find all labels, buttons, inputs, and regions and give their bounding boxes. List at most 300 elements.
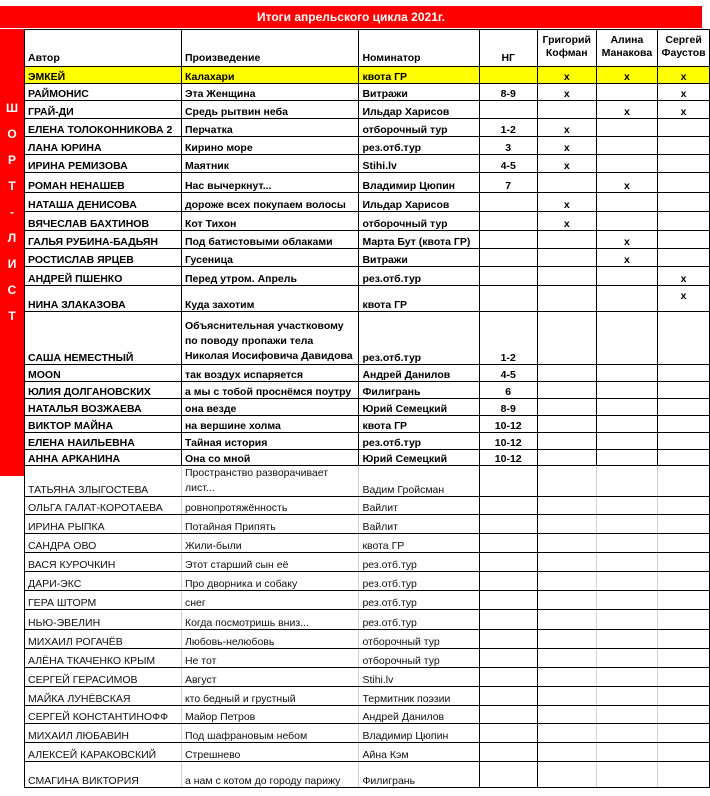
short-list-row (25, 101, 710, 119)
ng-cell: 6 (479, 382, 537, 399)
long-list-row (25, 687, 710, 706)
judge-mark-cell (658, 668, 710, 687)
judge-mark-cell (596, 572, 658, 591)
author-cell: МАЙКА ЛУНЁВСКАЯ (25, 687, 182, 706)
judge-mark-cell (596, 399, 658, 416)
short-list-row (25, 231, 710, 249)
author-cell: ВЯЧЕСЛАВ БАХТИНОВ (25, 212, 182, 231)
judge-mark-cell (658, 687, 710, 706)
ng-cell: 4-5 (479, 155, 537, 173)
judge-mark-cell (537, 267, 596, 286)
work-cell: Про дворника и собаку (181, 572, 358, 591)
long-list-row (25, 762, 710, 788)
ng-cell (479, 534, 537, 553)
author-cell: МИХАИЛ ЛЮБАВИН (25, 724, 182, 743)
judge-mark-cell (537, 450, 596, 466)
author-cell: ИРИНА РЕМИЗОВА (25, 155, 182, 173)
long-list-row (25, 497, 710, 515)
nominator-cell: рез.отб.тур (359, 591, 479, 610)
nominator-cell: квота ГР (359, 286, 479, 312)
ng-cell (479, 212, 537, 231)
work-cell: Жили-были (181, 534, 358, 553)
ng-cell (479, 572, 537, 591)
side-letter: С (7, 283, 17, 297)
ng-cell (479, 515, 537, 534)
ng-cell: 3 (479, 137, 537, 155)
author-cell: ЕЛЕНА НАИЛЬЕВНА (25, 433, 182, 450)
judge-mark-cell (596, 706, 658, 724)
judge-mark-cell (537, 553, 596, 572)
work-cell: Этот старший сын её (181, 553, 358, 572)
work-cell: Когда посмотришь вниз... (181, 610, 358, 630)
nominator-cell: Витражи (359, 249, 479, 267)
judge-mark-cell (658, 534, 710, 553)
work-cell: Перчатка (181, 119, 358, 137)
short-list-row (25, 212, 710, 231)
judge-mark-cell (658, 365, 710, 382)
judge-mark-cell: x (658, 267, 710, 286)
nominator-cell: рез.отб.тур (359, 572, 479, 591)
nominator-cell: отборочный тур (359, 649, 479, 668)
judge-mark-cell (596, 433, 658, 450)
nominator-cell: рез.отб.тур (359, 137, 479, 155)
nominator-cell: Термитник поэзии (359, 687, 479, 706)
author-cell: РОМАН НЕНАШЕВ (25, 173, 182, 193)
judge-mark-cell (658, 399, 710, 416)
judge-mark-cell: x (596, 173, 658, 193)
author-cell: РОСТИСЛАВ ЯРЦЕВ (25, 249, 182, 267)
header-work: Произведение (181, 30, 358, 67)
judge-mark-cell (658, 119, 710, 137)
work-cell: Перед утром. Апрель (181, 267, 358, 286)
author-cell: РАЙМОНИС (25, 84, 182, 101)
author-cell: ВИКТОР МАЙНА (25, 416, 182, 433)
ng-cell: 4-5 (479, 365, 537, 382)
judge-mark-cell (658, 450, 710, 466)
ng-cell (479, 553, 537, 572)
nominator-cell: рез.отб.тур (359, 433, 479, 450)
author-cell: ГРАЙ-ДИ (25, 101, 182, 119)
judge-mark-cell (537, 630, 596, 649)
nominator-cell: Айна Кэм (359, 743, 479, 762)
ng-cell (479, 762, 537, 788)
long-list-row (25, 515, 710, 534)
work-cell: Под шафрановым небом (181, 724, 358, 743)
short-list-row (25, 286, 710, 312)
judge-mark-cell (658, 591, 710, 610)
judge-mark-cell: x (658, 286, 710, 312)
header-nominator: Номинатор (359, 30, 479, 67)
judge-mark-cell (596, 137, 658, 155)
judge-mark-cell (596, 668, 658, 687)
nominator-cell: рез.отб.тур (359, 312, 479, 365)
judge-mark-cell (596, 212, 658, 231)
work-cell: Не тот (181, 649, 358, 668)
judge-mark-cell (658, 382, 710, 399)
work-cell: Гусеница (181, 249, 358, 267)
short-list-row (25, 416, 710, 433)
judge-mark-cell (537, 572, 596, 591)
nominator-cell: рез.отб.тур (359, 610, 479, 630)
judge-mark-cell (658, 762, 710, 788)
judge-mark-cell (596, 416, 658, 433)
author-cell: ИРИНА РЫПКА (25, 515, 182, 534)
judge-mark-cell (537, 286, 596, 312)
judge-mark-cell (658, 231, 710, 249)
side-letter: Т (8, 179, 16, 193)
judge-mark-cell (537, 416, 596, 433)
work-cell: Майор Петров (181, 706, 358, 724)
judge-mark-cell: x (658, 101, 710, 119)
judge-mark-cell (658, 173, 710, 193)
author-cell: СЕРГЕЙ ГЕРАСИМОВ (25, 668, 182, 687)
judge-mark-cell: x (658, 67, 710, 84)
ng-cell (479, 610, 537, 630)
judge-mark-cell (596, 630, 658, 649)
nominator-cell: рез.отб.тур (359, 553, 479, 572)
short-list-row (25, 137, 710, 155)
judge-mark-cell (596, 466, 658, 497)
short-list-row (25, 450, 710, 466)
long-list-row (25, 572, 710, 591)
work-cell: кто бедный и грустный (181, 687, 358, 706)
side-letter: Т (8, 309, 16, 323)
judge-mark-cell (537, 687, 596, 706)
author-cell: ЭМКЕЙ (25, 67, 182, 84)
judge-mark-cell (537, 762, 596, 788)
work-cell: Стрешнево (181, 743, 358, 762)
nominator-cell: квота ГР (359, 416, 479, 433)
judge-mark-cell (596, 312, 658, 365)
judge-mark-cell: x (658, 84, 710, 101)
author-cell: ДАРИ-ЭКС (25, 572, 182, 591)
judge-mark-cell (596, 497, 658, 515)
author-cell: САША НЕМЕСТНЫЙ (25, 312, 182, 365)
author-cell: НАТАЛЬЯ ВОЗЖАЕВА (25, 399, 182, 416)
short-list-row (25, 399, 710, 416)
ng-cell (479, 687, 537, 706)
long-list-row (25, 553, 710, 572)
judge-mark-cell (537, 743, 596, 762)
short-list-row (25, 193, 710, 212)
header-ng: НГ (479, 30, 537, 67)
work-cell: на вершине холма (181, 416, 358, 433)
judge-mark-cell (658, 724, 710, 743)
judge-mark-cell: x (537, 84, 596, 101)
judge-mark-cell (596, 450, 658, 466)
judge-mark-cell (658, 193, 710, 212)
judge-mark-cell (658, 433, 710, 450)
judge-mark-cell (537, 231, 596, 249)
results-table (24, 29, 710, 788)
ng-cell: 10-12 (479, 450, 537, 466)
work-cell: Средь рытвин неба (181, 101, 358, 119)
judge-mark-cell (596, 382, 658, 399)
nominator-cell: Владимир Цюпин (359, 724, 479, 743)
judge-mark-cell (596, 365, 658, 382)
ng-cell (479, 649, 537, 668)
short-list-row (25, 173, 710, 193)
ng-cell (479, 466, 537, 497)
judge-mark-cell: x (596, 67, 658, 84)
author-cell: НЬЮ-ЭВЕЛИН (25, 610, 182, 630)
judge-mark-cell (596, 193, 658, 212)
nominator-cell: Филигрань (359, 762, 479, 788)
judge-mark-cell: x (537, 212, 596, 231)
judge-mark-cell (658, 610, 710, 630)
author-cell: ЮЛИЯ ДОЛГАНОВСКИХ (25, 382, 182, 399)
author-cell: АННА АРКАНИНА (25, 450, 182, 466)
long-list-row (25, 649, 710, 668)
work-cell: Эта Женщина (181, 84, 358, 101)
author-cell: САНДРА ОВО (25, 534, 182, 553)
judge-mark-cell (658, 706, 710, 724)
ng-cell (479, 231, 537, 249)
work-cell: дороже всех покупаем волосы (181, 193, 358, 212)
work-cell: Пространство разворачивает лист... (181, 466, 358, 497)
judge-mark-cell (658, 416, 710, 433)
short-list-row (25, 433, 710, 450)
author-cell: ЛАНА ЮРИНА (25, 137, 182, 155)
ng-cell (479, 67, 537, 84)
author-cell: СМАГИНА ВИКТОРИЯ (25, 762, 182, 788)
judge-mark-cell: x (537, 137, 596, 155)
short-list-row (25, 312, 710, 365)
header-row (25, 30, 710, 67)
judge-mark-cell (596, 267, 658, 286)
work-cell: Калахари (181, 67, 358, 84)
long-list-row (25, 591, 710, 610)
judge-mark-cell (537, 433, 596, 450)
judge-mark-cell (596, 515, 658, 534)
judge-mark-cell: x (537, 67, 596, 84)
judge-mark-cell (658, 212, 710, 231)
header-judge-manakova: Алина Манакова (596, 30, 658, 67)
nominator-cell: Андрей Данилов (359, 365, 479, 382)
work-cell: ровнопротяжённость (181, 497, 358, 515)
work-cell: Любовь-нелюбовь (181, 630, 358, 649)
side-letter: Р (7, 153, 16, 167)
nominator-cell: Юрий Семецкий (359, 450, 479, 466)
ng-cell: 1-2 (479, 119, 537, 137)
work-cell: Под батистовыми облаками (181, 231, 358, 249)
judge-mark-cell (596, 687, 658, 706)
header-judge-faustov: Сергей Фаустов (658, 30, 710, 67)
long-list-row (25, 724, 710, 743)
side-letter: Л (7, 231, 17, 245)
judge-mark-cell (596, 591, 658, 610)
long-list-row (25, 466, 710, 497)
ng-cell (479, 193, 537, 212)
short-list-row (25, 67, 710, 84)
judge-mark-cell (658, 137, 710, 155)
ng-cell (479, 249, 537, 267)
long-list-row (25, 630, 710, 649)
judge-mark-cell (537, 399, 596, 416)
ng-cell (479, 706, 537, 724)
nominator-cell: Владимир Цюпин (359, 173, 479, 193)
judge-mark-cell (658, 515, 710, 534)
long-list-row (25, 610, 710, 630)
judge-mark-cell (658, 466, 710, 497)
judge-mark-cell: x (596, 101, 658, 119)
short-list-row (25, 249, 710, 267)
judge-mark-cell (658, 649, 710, 668)
judge-mark-cell (537, 515, 596, 534)
author-cell: АЛЁНА ТКАЧЕНКО КРЫМ (25, 649, 182, 668)
side-letter: Ш (5, 101, 19, 115)
long-list-row (25, 534, 710, 553)
side-letter: - (10, 205, 14, 219)
nominator-cell: отборочный тур (359, 630, 479, 649)
nominator-cell: квота ГР (359, 67, 479, 84)
author-cell: АЛЕКСЕЙ КАРАКОВСКИЙ (25, 743, 182, 762)
nominator-cell: отборочный тур (359, 212, 479, 231)
work-cell: Маятник (181, 155, 358, 173)
nominator-cell: Ильдар Харисов (359, 193, 479, 212)
judge-mark-cell (537, 610, 596, 630)
judge-mark-cell: x (537, 155, 596, 173)
ng-cell (479, 724, 537, 743)
work-cell: а нам с котом до городу парижу (181, 762, 358, 788)
work-cell: а мы с тобой проснёмся поутру (181, 382, 358, 399)
nominator-cell: Юрий Семецкий (359, 399, 479, 416)
judge-mark-cell (537, 591, 596, 610)
nominator-cell: Вадим Гройсман (359, 466, 479, 497)
short-list-row (25, 365, 710, 382)
work-cell: Нас вычеркнут... (181, 173, 358, 193)
nominator-cell: отборочный тур (359, 119, 479, 137)
judge-mark-cell (596, 724, 658, 743)
ng-cell: 8-9 (479, 84, 537, 101)
short-list-row (25, 119, 710, 137)
judge-mark-cell (596, 286, 658, 312)
work-cell: Кот Тихон (181, 212, 358, 231)
nominator-cell: Витражи (359, 84, 479, 101)
judge-mark-cell (596, 84, 658, 101)
side-letter: О (7, 127, 17, 141)
judge-mark-cell: x (596, 249, 658, 267)
work-cell: Куда захотим (181, 286, 358, 312)
nominator-cell: Stihi.lv (359, 155, 479, 173)
judge-mark-cell (596, 534, 658, 553)
author-cell: АНДРЕЙ ПШЕНКО (25, 267, 182, 286)
ng-cell (479, 591, 537, 610)
author-cell: МИХАИЛ РОГАЧЁВ (25, 630, 182, 649)
judge-mark-cell (596, 610, 658, 630)
judge-mark-cell (537, 497, 596, 515)
short-list-row (25, 84, 710, 101)
judge-mark-cell (537, 724, 596, 743)
nominator-cell: Stihi.lv (359, 668, 479, 687)
short-list-side-label (0, 29, 24, 476)
judge-mark-cell (537, 249, 596, 267)
judge-mark-cell (537, 312, 596, 365)
judge-mark-cell (537, 649, 596, 668)
author-cell: НИНА ЗЛАКАЗОВА (25, 286, 182, 312)
judge-mark-cell (537, 101, 596, 119)
header-author: Автор (25, 30, 182, 67)
ng-cell (479, 101, 537, 119)
judge-mark-cell (596, 743, 658, 762)
ng-cell (479, 497, 537, 515)
nominator-cell: Филигрань (359, 382, 479, 399)
work-cell: снег (181, 591, 358, 610)
long-list-row (25, 668, 710, 687)
short-list-row (25, 267, 710, 286)
judge-mark-cell (658, 312, 710, 365)
author-cell: MOON (25, 365, 182, 382)
nominator-cell: рез.отб.тур (359, 267, 479, 286)
author-cell: ТАТЬЯНА ЗЛЫГОСТЕВА (25, 466, 182, 497)
work-cell: Тайная история (181, 433, 358, 450)
nominator-cell: Ильдар Харисов (359, 101, 479, 119)
side-letter: И (7, 257, 17, 271)
nominator-cell: квота ГР (359, 534, 479, 553)
ng-cell (479, 286, 537, 312)
judge-mark-cell (658, 249, 710, 267)
judge-mark-cell (537, 668, 596, 687)
ng-cell: 8-9 (479, 399, 537, 416)
ng-cell (479, 668, 537, 687)
short-list-row (25, 382, 710, 399)
ng-cell (479, 267, 537, 286)
judge-mark-cell (658, 630, 710, 649)
judge-mark-cell (596, 119, 658, 137)
judge-mark-cell: x (537, 119, 596, 137)
work-cell: Потайная Припять (181, 515, 358, 534)
ng-cell (479, 630, 537, 649)
nominator-cell: Вайлит (359, 515, 479, 534)
ng-cell (479, 743, 537, 762)
ng-cell: 10-12 (479, 416, 537, 433)
author-cell: ЕЛЕНА ТОЛОКОННИКОВА 2 (25, 119, 182, 137)
long-list-row (25, 706, 710, 724)
nominator-cell: Вайлит (359, 497, 479, 515)
author-cell: ГЕРА ШТОРМ (25, 591, 182, 610)
work-cell: она везде (181, 399, 358, 416)
ng-cell: 10-12 (479, 433, 537, 450)
author-cell: СЕРГЕЙ КОНСТАНТИНОФФ (25, 706, 182, 724)
short-list-row (25, 155, 710, 173)
judge-mark-cell (596, 553, 658, 572)
judge-mark-cell (596, 155, 658, 173)
judge-mark-cell (537, 534, 596, 553)
judge-mark-cell: x (596, 231, 658, 249)
header-judge-kofman: Григорий Кофман (537, 30, 596, 67)
judge-mark-cell (658, 572, 710, 591)
ng-cell: 1-2 (479, 312, 537, 365)
sheet-title: Итоги апрельского цикла 2021г. (0, 6, 702, 28)
work-cell: Кирино море (181, 137, 358, 155)
judge-mark-cell (658, 497, 710, 515)
judge-mark-cell: x (537, 193, 596, 212)
judge-mark-cell (596, 649, 658, 668)
work-cell: так воздух испаряется (181, 365, 358, 382)
judge-mark-cell (658, 743, 710, 762)
judge-mark-cell (537, 365, 596, 382)
nominator-cell: Марта Бут (квота ГР) (359, 231, 479, 249)
author-cell: ГАЛЬЯ РУБИНА-БАДЬЯН (25, 231, 182, 249)
judge-mark-cell (658, 155, 710, 173)
work-cell: Август (181, 668, 358, 687)
judge-mark-cell (537, 382, 596, 399)
nominator-cell: Андрей Данилов (359, 706, 479, 724)
ng-cell: 7 (479, 173, 537, 193)
judge-mark-cell (537, 706, 596, 724)
judge-mark-cell (658, 553, 710, 572)
work-cell: Объяснительная участковому по поводу пропажи тела Николая Иосифовича Давидова (181, 312, 358, 365)
